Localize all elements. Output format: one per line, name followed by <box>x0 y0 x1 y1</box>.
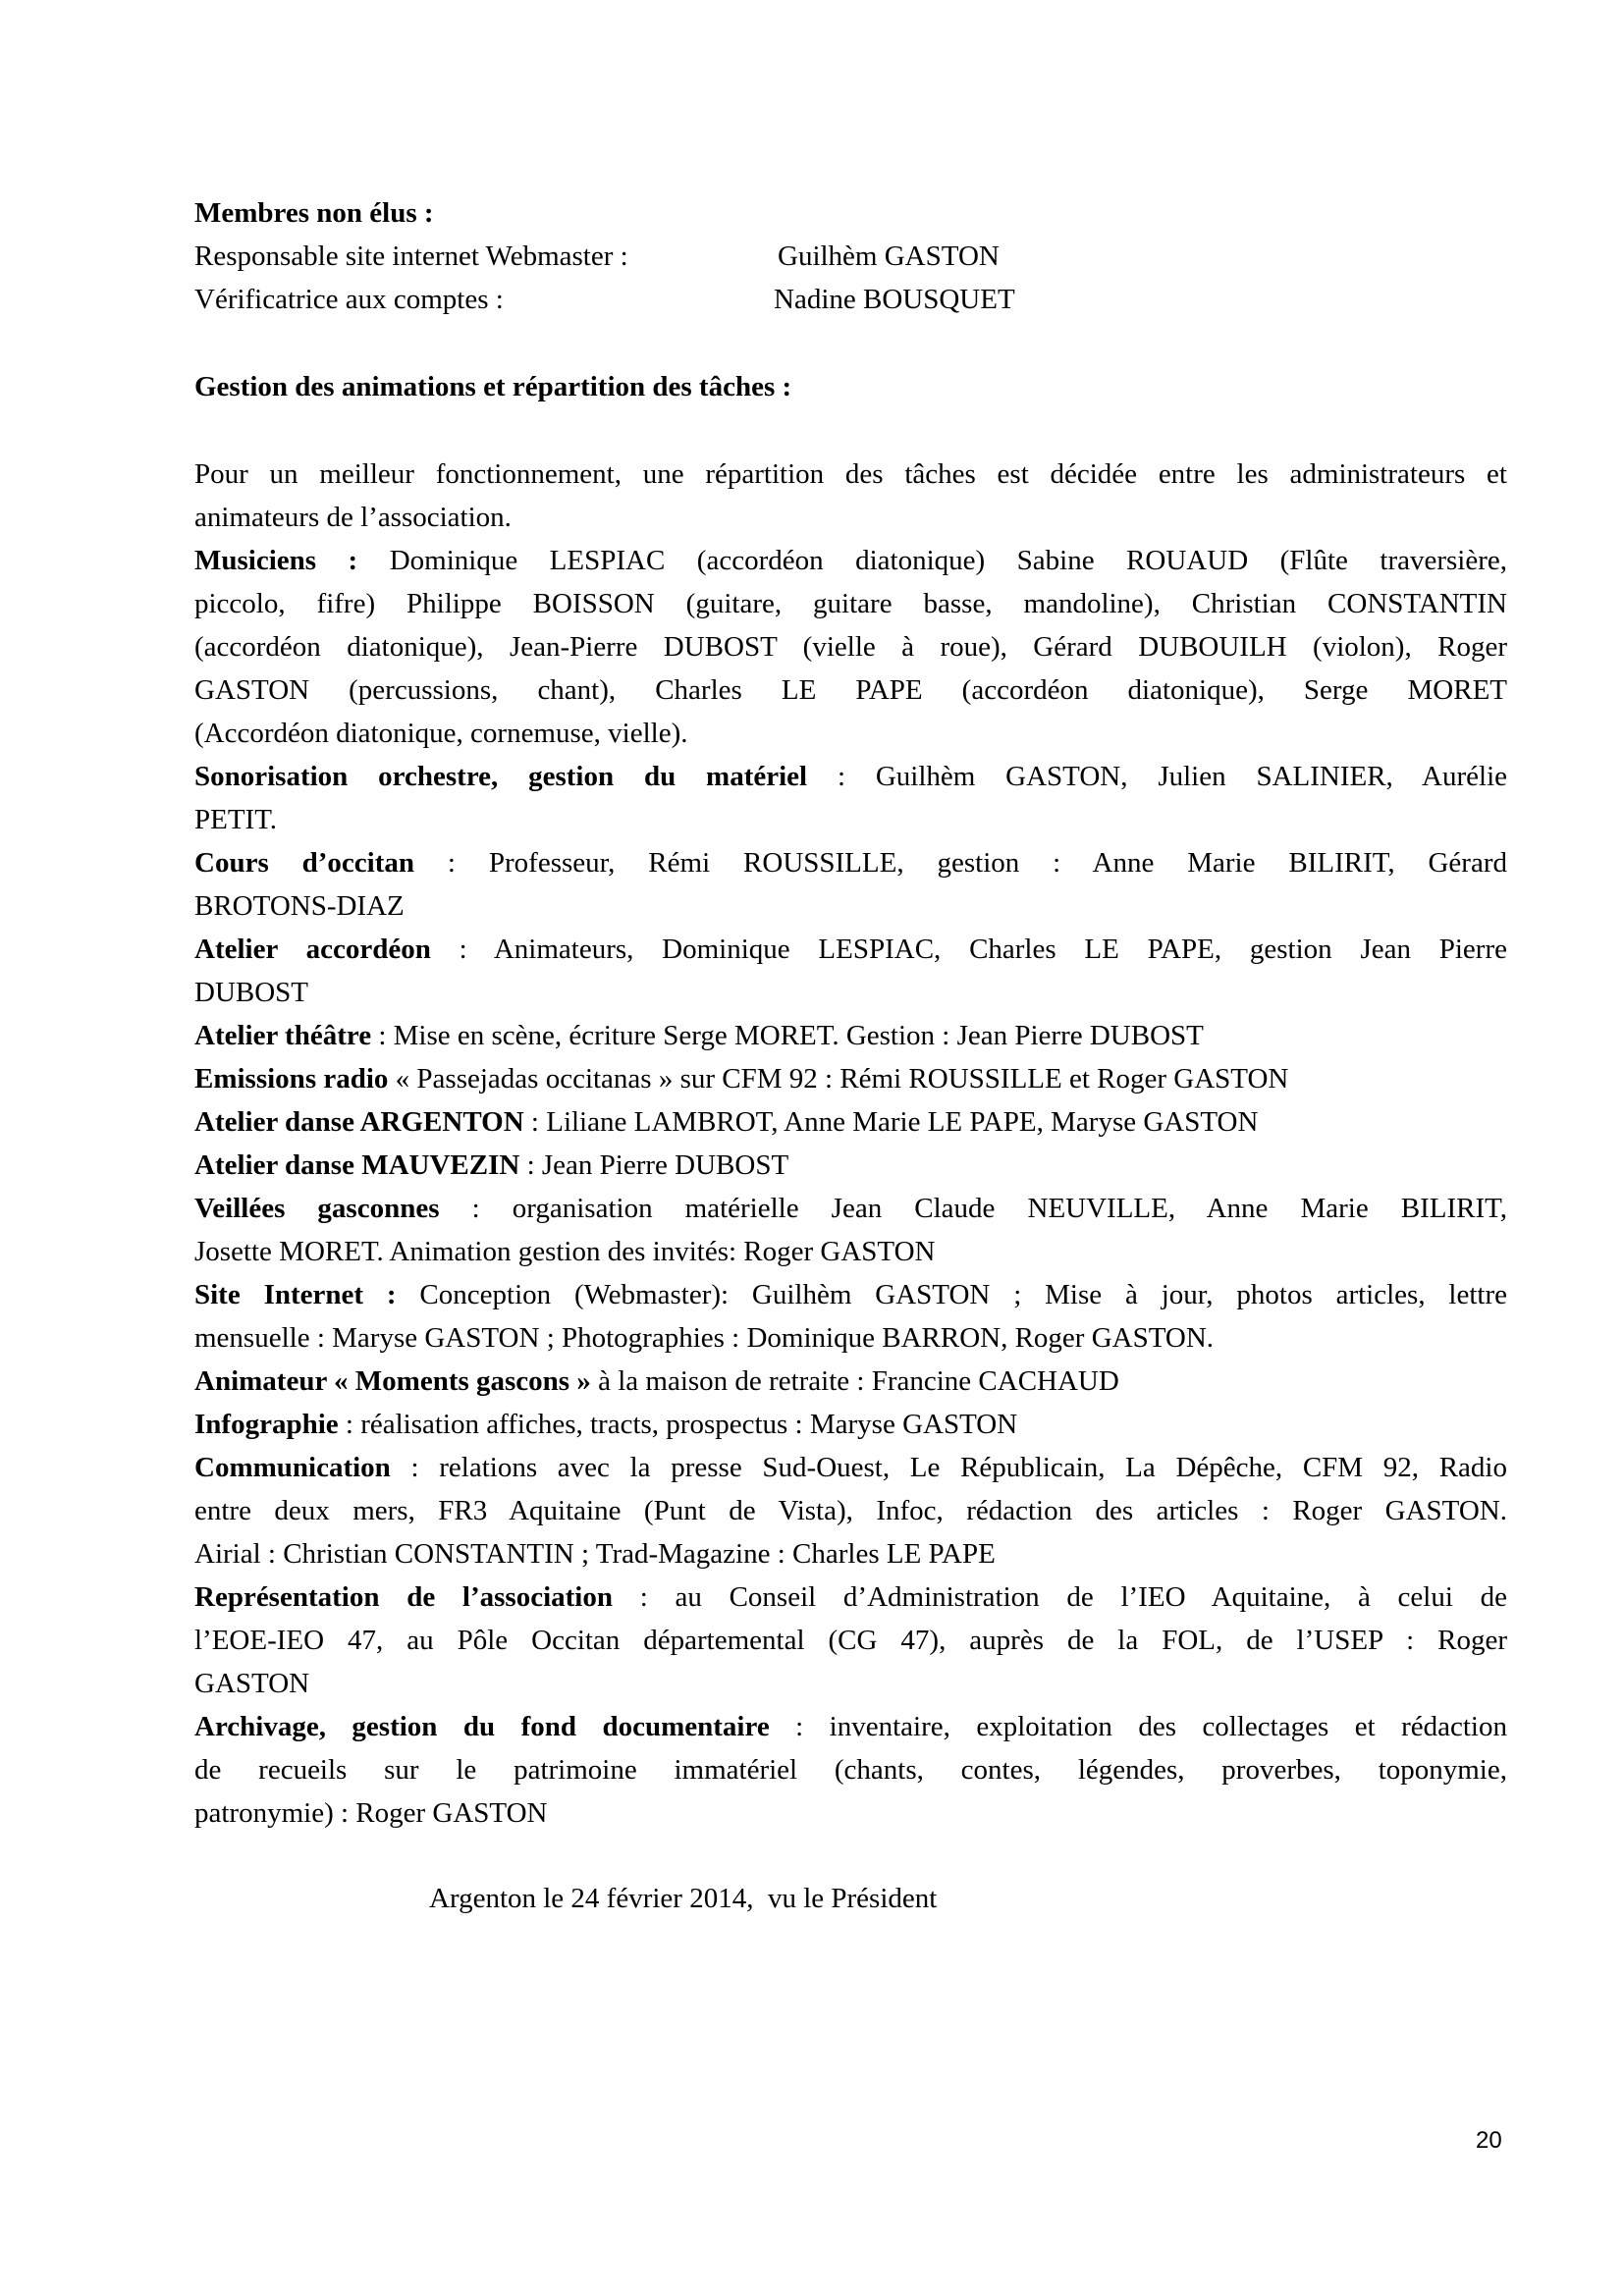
task-entry-line <box>194 586 1507 621</box>
task-entry-line <box>194 672 1507 708</box>
entry-text: : relations avec la presse Sud-Ouest, Le Républicain, La Dépêche, CFM 92, Radio <box>390 1452 1507 1483</box>
entry-text: : au Conseil d’Administration de l’IEO Aquitaine, à celui de <box>612 1581 1508 1613</box>
entry-text: Airial : Christian CONSTANTIN ; Trad-Magazine : Charles LE PAPE <box>194 1538 996 1570</box>
task-entry-line <box>194 1493 1507 1528</box>
entry-text: à la maison de retraite : Francine CACHAUD <box>590 1365 1119 1397</box>
intro-line <box>194 500 1507 535</box>
webmaster-name: Guilhèm GASTON <box>778 240 1000 272</box>
entry-label: Atelier danse MAUVEZIN <box>194 1149 520 1181</box>
task-entry-line <box>194 1277 1507 1312</box>
entry-text: : Jean Pierre DUBOST <box>519 1149 789 1181</box>
entry-label: Représentation de l’association <box>194 1581 613 1613</box>
entry-text: : Guilhèm GASTON, Julien SALINIER, Aurélie <box>807 761 1507 792</box>
task-entry-line <box>194 1752 1507 1788</box>
entry-text: piccolo, fifre) Philippe BOISSON (guitare, guitare basse, mandoline), Christian CONSTANTIN <box>194 588 1507 619</box>
entry-text: : réalisation affiches, tracts, prospectus : Maryse GASTON <box>338 1409 1018 1440</box>
entry-label: Veillées gasconnes <box>194 1193 440 1224</box>
task-entry-line <box>194 975 1507 1010</box>
entry-label: Atelier accordéon <box>194 934 431 965</box>
task-entry-line <box>194 1104 1507 1140</box>
task-entry-line <box>194 1018 1507 1053</box>
entry-label: Cours d’occitan <box>194 847 415 879</box>
entry-text: de recueils sur le patrimoine immatériel (chants, contes, légendes, proverbes, toponymie, <box>194 1754 1507 1786</box>
auditor-role: Vérificatrice aux comptes : <box>194 284 504 315</box>
entry-text: PETIT. <box>194 804 278 835</box>
webmaster-role: Responsable site internet Webmaster : <box>194 240 628 272</box>
entry-label: Atelier théâtre <box>194 1020 372 1051</box>
task-entry-line <box>194 888 1507 924</box>
entry-label: Infographie <box>194 1409 339 1440</box>
task-entry-line <box>194 1407 1507 1442</box>
task-entry-line <box>194 759 1507 794</box>
task-entry-line <box>194 1363 1507 1399</box>
task-entry-line <box>194 1579 1507 1615</box>
task-entry-line <box>194 1450 1507 1485</box>
entry-text: DUBOST <box>194 977 309 1008</box>
task-entry-line <box>194 932 1507 967</box>
task-entry-line <box>194 1623 1507 1658</box>
entry-text: : organisation matérielle Jean Claude NEUVILLE, Anne Marie BILIRIT, <box>439 1193 1507 1224</box>
entry-text: GASTON (percussions, chant), Charles LE PAPE (accordéon diatonique), Serge MORET <box>194 674 1507 706</box>
entry-text: (Accordéon diatonique, cornemuse, vielle). <box>194 718 688 749</box>
task-entry-line <box>194 1709 1507 1744</box>
task-entry-line <box>194 1191 1507 1226</box>
entry-label: Emissions radio <box>194 1063 389 1095</box>
entry-text: Conception (Webmaster): Guilhèm GASTON ; Mise à jour, photos articles, lettre <box>396 1279 1507 1310</box>
entry-label: Animateur « Moments gascons » <box>194 1365 591 1397</box>
entry-text: l’EOE-IEO 47, au Pôle Occitan départemental (CG 47), auprès de la FOL, de l’USEP : Roger <box>194 1625 1507 1656</box>
members-heading: Membres non élus : <box>194 197 434 229</box>
entry-label: Atelier danse ARGENTON <box>194 1106 524 1138</box>
entry-text: mensuelle : Maryse GASTON ; Photographies : Dominique BARRON, Roger GASTON. <box>194 1322 1215 1354</box>
task-entry-line <box>194 802 1507 837</box>
task-entry-line <box>194 716 1507 751</box>
entry-label: Archivage, gestion du fond documentaire <box>194 1711 770 1742</box>
signature-line: Argenton le 24 février 2014, vu le Président <box>429 1883 938 1914</box>
entry-text: : Liliane LAMBROT, Anne Marie LE PAPE, Maryse GASTON <box>523 1106 1259 1138</box>
entry-text: Josette MORET. Animation gestion des invités: Roger GASTON <box>194 1236 936 1267</box>
task-entry-line <box>194 1148 1507 1183</box>
entry-label: Sonorisation orchestre, gestion du matériel <box>194 761 808 792</box>
entry-text: animateurs de l’association. <box>194 502 512 533</box>
task-entry-line <box>194 1795 1507 1831</box>
entry-text: (accordéon diatonique), Jean-Pierre DUBOST (vielle à roue), Gérard DUBOUILH (violon), Roger <box>194 631 1507 663</box>
entry-text: entre deux mers, FR3 Aquitaine (Punt de Vista), Infoc, rédaction des articles : Roger GASTON. <box>194 1495 1507 1526</box>
entry-label: Site Internet : <box>194 1279 397 1310</box>
intro-line <box>194 456 1507 492</box>
task-entry-line <box>194 845 1507 881</box>
entry-text: : Mise en scène, écriture Serge MORET. Gestion : Jean Pierre DUBOST <box>371 1020 1204 1051</box>
entry-text: : inventaire, exploitation des collectages et rédaction <box>769 1711 1507 1742</box>
entry-text: patronymie) : Roger GASTON <box>194 1797 548 1829</box>
task-entry-line <box>194 629 1507 665</box>
entry-label: Communication <box>194 1452 391 1483</box>
entry-text: BROTONS-DIAZ <box>194 890 405 922</box>
entry-text: « Passejadas occitanas » sur CFM 92 : Rémi ROUSSILLE et Roger GASTON <box>388 1063 1289 1095</box>
entry-text: : Animateurs, Dominique LESPIAC, Charles LE PAPE, gestion Jean Pierre <box>430 934 1507 965</box>
entry-text: Dominique LESPIAC (accordéon diatonique) Sabine ROUAUD (Flûte traversière, <box>357 545 1508 576</box>
auditor-name: Nadine BOUSQUET <box>774 284 1015 315</box>
task-entry-line <box>194 543 1507 578</box>
task-entry-line <box>194 1234 1507 1269</box>
tasks-heading: Gestion des animations et répartition des tâches : <box>194 371 792 402</box>
page-number: 20 <box>1476 2127 1502 2154</box>
entry-text: : Professeur, Rémi ROUSSILLE, gestion : Anne Marie BILIRIT, Gérard <box>414 847 1507 879</box>
entry-text: GASTON <box>194 1668 310 1699</box>
task-entry-line <box>194 1536 1507 1572</box>
entry-label: Musiciens : <box>194 545 358 576</box>
task-entry-line <box>194 1666 1507 1701</box>
entry-text: Pour un meilleur fonctionnement, une répartition des tâches est décidée entre les administrateurs et <box>194 458 1507 490</box>
task-entry-line <box>194 1320 1507 1356</box>
task-entry-line <box>194 1061 1507 1096</box>
